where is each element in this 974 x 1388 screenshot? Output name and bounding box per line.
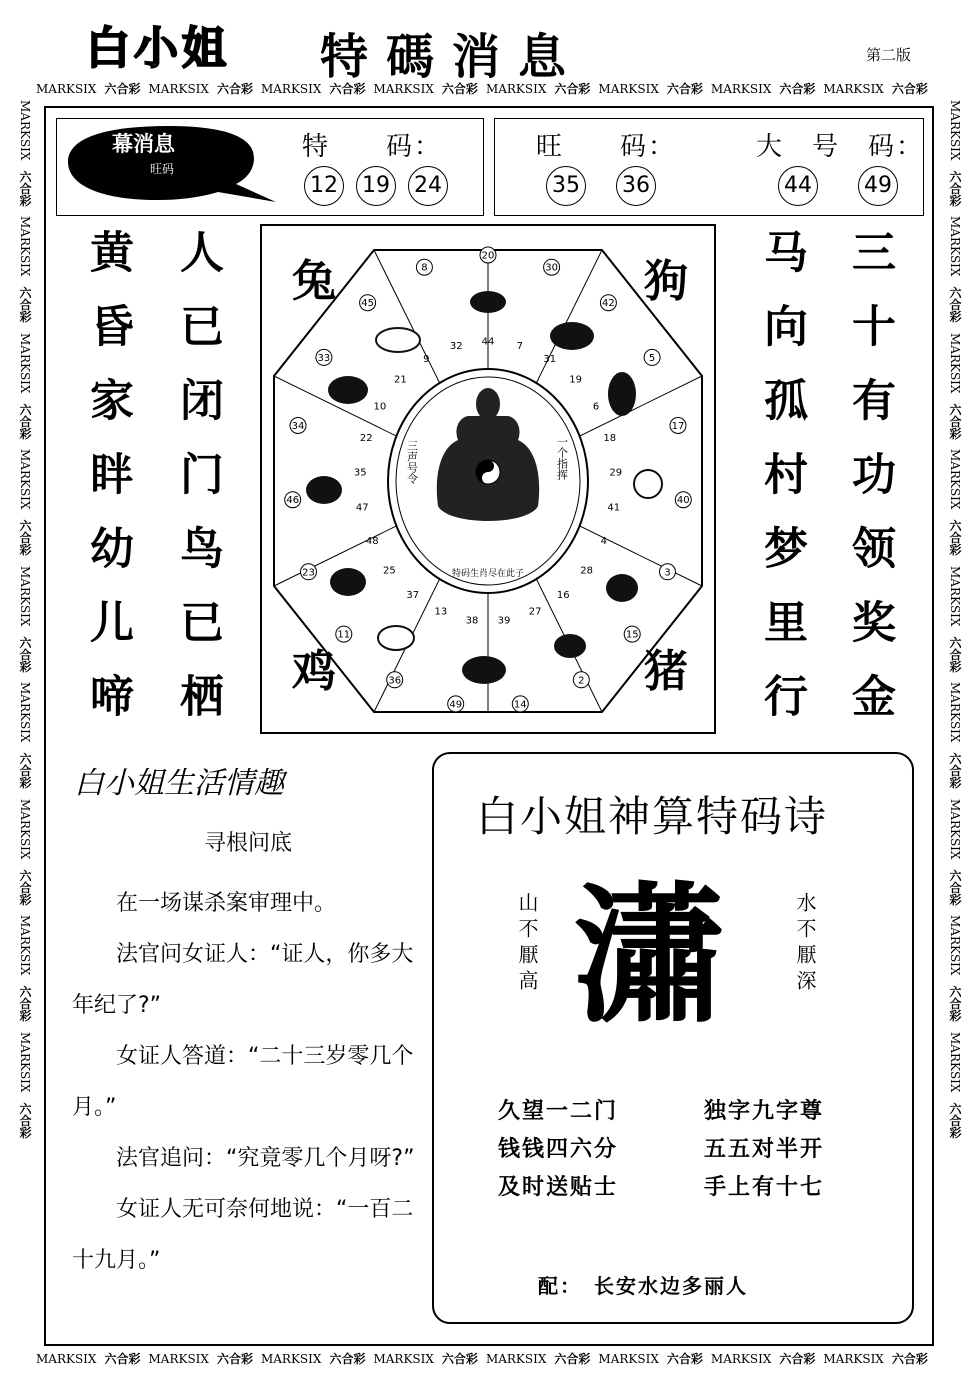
- watermark-text: MARKSIX六合彩: [948, 1031, 962, 1139]
- wheel-number: 33: [317, 352, 331, 364]
- wheel-number: 5: [648, 352, 656, 364]
- watermark-text: MARKSIX六合彩: [18, 682, 32, 789]
- watermark-text: MARKSIX 六合彩: [148, 1352, 253, 1366]
- wheel-number: 3: [664, 567, 671, 579]
- watermark-text: MARKSIX 六合彩: [598, 82, 703, 96]
- corner-dog-char: 狗: [644, 256, 688, 307]
- big-code-label: 大 号 码：: [756, 132, 925, 162]
- watermark-text: MARKSIX六合彩: [18, 216, 32, 323]
- special-number: 19: [356, 166, 396, 206]
- verse-right-inner: 马向孤村梦里行: [756, 229, 807, 747]
- wheel-number: 4: [600, 536, 607, 548]
- wang-number: 36: [616, 166, 656, 206]
- wheel-number: 48: [365, 536, 379, 548]
- wheel-number: 10: [373, 401, 387, 413]
- wheel-number: 41: [607, 502, 621, 514]
- watermark-text: MARKSIX 六合彩: [485, 82, 591, 96]
- ox-icon: [550, 322, 594, 350]
- dog-icon: [328, 376, 368, 404]
- snake-icon: [554, 634, 586, 658]
- watermark-text: MARKSIX六合彩: [948, 682, 962, 789]
- wheel-number: 47: [355, 502, 369, 514]
- wheel-number: 18: [603, 433, 617, 445]
- poem-footer: 配： 长安水边多丽人: [538, 1274, 748, 1298]
- wheel-number: 13: [434, 606, 448, 618]
- poem-line-right: 五五对半开: [704, 1137, 825, 1162]
- verse-left-outer: 黄昏家眫幼儿啼: [82, 229, 133, 747]
- wheel-number: 36: [388, 675, 402, 687]
- watermark-text: MARKSIX六合彩: [948, 332, 962, 440]
- pig-icon: [376, 328, 420, 352]
- watermark-text: MARKSIX六合彩: [18, 798, 32, 906]
- life-section-title: 白小姐生活情趣: [74, 766, 284, 801]
- watermark-text: MARKSIX 六合彩: [710, 1352, 816, 1366]
- goat-icon: [378, 626, 414, 650]
- story-paragraph: 女证人答道：“二十三岁零几个月。”: [72, 1044, 414, 1120]
- wheel-bottom-caption: 特码生肖尽在此子: [451, 569, 525, 579]
- watermark-text: MARKSIX 六合彩: [485, 1352, 591, 1366]
- bubble-subtitle: 旺码: [150, 162, 175, 176]
- poem-line-right: 手上有十七: [704, 1175, 825, 1200]
- bubble-title: 幕消息: [112, 132, 175, 156]
- monkey-icon: [330, 568, 366, 596]
- watermark-text: MARKSIX 六合彩: [823, 1352, 928, 1366]
- story-paragraph: 法官追问：“究竟零几个月呀?”: [116, 1146, 415, 1171]
- wheel-left-caption: 三声号令: [405, 440, 419, 484]
- watermark-text: MARKSIX六合彩: [948, 449, 962, 556]
- wheel-number: 42: [602, 298, 615, 310]
- watermark-text: MARKSIX六合彩: [948, 798, 962, 906]
- wheel-number: 15: [625, 629, 639, 641]
- big-number: 44: [778, 166, 818, 206]
- poem-right-side: 水不厭深: [793, 892, 817, 996]
- wheel-number: 7: [516, 340, 523, 352]
- special-number: 12: [304, 166, 344, 206]
- wheel-number: 31: [543, 353, 557, 365]
- wheel-number: 2: [578, 675, 585, 687]
- watermark-text: MARKSIX 六合彩: [260, 82, 366, 96]
- watermark-text: MARKSIX六合彩: [18, 332, 32, 440]
- wang-code-label: 旺 码：: [536, 132, 677, 162]
- wheel-number: 6: [592, 401, 600, 413]
- wheel-number: 25: [383, 565, 396, 577]
- watermark-text: MARKSIX 六合彩: [36, 82, 141, 96]
- wheel-number: 29: [609, 467, 623, 479]
- watermark-text: MARKSIX 六合彩: [373, 82, 478, 96]
- rooster-icon: [306, 476, 342, 504]
- wheel-number: 14: [513, 699, 527, 711]
- wheel-number: 39: [497, 615, 511, 627]
- edition-label: 第二版: [866, 46, 912, 64]
- watermark-text: MARKSIX 六合彩: [598, 1352, 703, 1366]
- wheel-right-caption: 一个指挥: [555, 436, 569, 480]
- dragon-icon: [606, 574, 638, 602]
- watermark-band-top: [36, 80, 942, 104]
- verse-left-inner: 人已闭门鸟已栖: [172, 229, 223, 747]
- wheel-number: 38: [465, 615, 479, 627]
- poem-line-left: 及时送贴士: [498, 1175, 619, 1200]
- watermark-text: MARKSIX 六合彩: [148, 82, 253, 96]
- wheel-number: 37: [406, 589, 420, 601]
- wheel-number: 20: [481, 250, 495, 262]
- wheel-number: 23: [302, 567, 315, 579]
- watermark-text: MARKSIX六合彩: [948, 216, 962, 323]
- life-story-title: 寻根问底: [204, 831, 293, 856]
- wheel-number: 8: [421, 262, 428, 274]
- watermark-text: MARKSIX 六合彩: [373, 1352, 478, 1366]
- watermark-text: MARKSIX六合彩: [18, 915, 32, 1022]
- wheel-number: 35: [353, 467, 367, 479]
- watermark-text: MARKSIX六合彩: [948, 915, 962, 1022]
- rabbit-icon: [634, 470, 662, 498]
- wheel-number: 44: [481, 336, 495, 348]
- special-code-label: 特 码：: [302, 132, 443, 162]
- story-paragraph: 法官问女证人：“证人，你多大年纪了?”: [72, 942, 414, 1018]
- verse-right-outer: 三十有功领奖金: [844, 229, 895, 747]
- wheel-number: 30: [545, 262, 558, 274]
- watermark-text: MARKSIX六合彩: [18, 1031, 32, 1139]
- wheel-number: 16: [556, 589, 570, 601]
- wheel-number: 11: [337, 629, 351, 641]
- wheel-number: 46: [286, 495, 300, 507]
- special-number: 24: [408, 166, 448, 206]
- zodiac-wheel-frame: [260, 224, 716, 734]
- watermark-text: MARKSIX 六合彩: [823, 82, 928, 96]
- wheel-number: 21: [394, 374, 407, 386]
- wheel-number: 22: [359, 433, 373, 445]
- poem-left-side: 山不厭高: [515, 892, 539, 996]
- poem-big-character: 瀟: [574, 870, 725, 1044]
- corner-pig-char: 猪: [644, 646, 688, 697]
- corner-rabbit-char: 兔: [292, 256, 336, 307]
- watermark-band-left: [8, 100, 34, 1350]
- watermark-text: MARKSIX 六合彩: [710, 82, 816, 96]
- watermark-text: MARKSIX六合彩: [18, 100, 32, 207]
- rat-icon: [470, 291, 506, 313]
- life-story-body: [72, 878, 418, 1286]
- brand-logo: 白小姐: [86, 23, 230, 74]
- tiger-icon: [608, 372, 636, 416]
- wheel-number: 34: [291, 421, 305, 432]
- horse-icon: [462, 656, 506, 684]
- big-number: 49: [858, 166, 898, 206]
- poem-line-left: 久望一二门: [498, 1099, 619, 1124]
- wheel-number: 27: [528, 606, 542, 618]
- wheel-number: 49: [449, 699, 463, 711]
- wheel-number: 17: [671, 421, 685, 432]
- watermark-text: MARKSIX 六合彩: [260, 1352, 366, 1366]
- wheel-number: 28: [580, 565, 593, 577]
- wang-number: 35: [546, 166, 586, 206]
- page-title: 特碼消息: [320, 29, 585, 85]
- watermark-text: MARKSIX六合彩: [948, 565, 962, 673]
- story-paragraph: 女证人无可奈何地说：“一百二十九月。”: [72, 1197, 414, 1273]
- watermark-text: MARKSIX六合彩: [948, 100, 962, 207]
- wheel-number: 45: [361, 298, 374, 310]
- watermark-text: MARKSIX六合彩: [18, 449, 32, 556]
- watermark-band-bottom: [36, 1350, 942, 1374]
- story-paragraph: 在一场谋杀案审理中。: [116, 891, 337, 916]
- wheel-number: 32: [449, 340, 463, 352]
- poem-title: 白小姐神算特码诗: [476, 792, 829, 841]
- wheel-number: 40: [676, 495, 690, 507]
- poem-line-left: 钱钱四六分: [498, 1137, 619, 1162]
- watermark-text: MARKSIX 六合彩: [36, 1352, 141, 1366]
- wheel-number: 9: [423, 353, 430, 365]
- zodiac-wheel: [262, 226, 714, 732]
- corner-rooster-char: 鸡: [292, 646, 336, 697]
- wheel-number: 19: [569, 374, 582, 386]
- watermark-text: MARKSIX六合彩: [18, 565, 32, 673]
- watermark-band-right: [938, 100, 964, 1350]
- poem-line-right: 独字九字尊: [704, 1099, 825, 1124]
